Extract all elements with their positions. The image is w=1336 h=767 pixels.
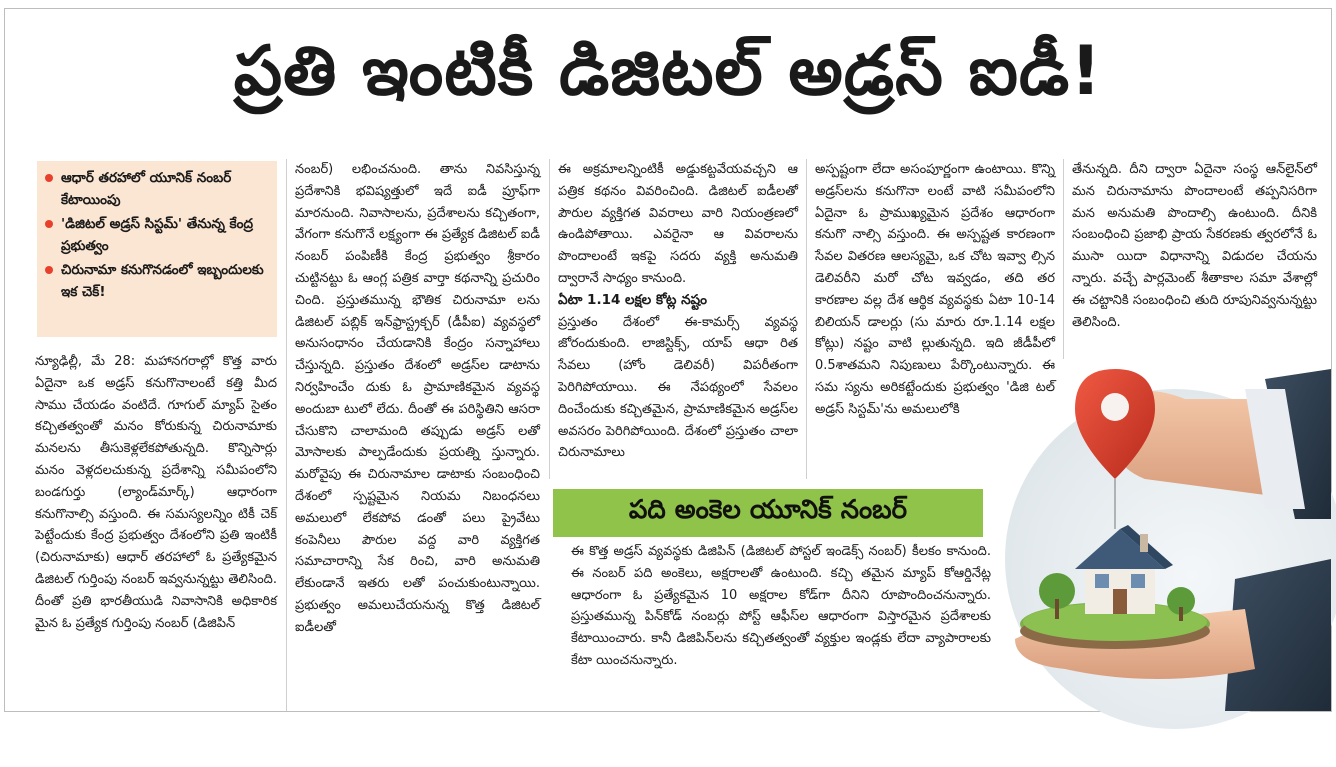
- column-divider: [286, 159, 287, 711]
- section-subheading: ఏటా 1.14 లక్షల కోట్ల నష్టం: [558, 291, 708, 308]
- column-divider: [1063, 159, 1064, 359]
- article-column-5: [1072, 159, 1317, 359]
- box-text: ఈ కొత్త అడ్రస్ వ్యవస్థకు డిజిపిన్ (డిజిటల్ పోస్టల్ ఇండెక్స్ నంబర్) కీలకం కానుంది. ఈ నంబర్ పది అంకెలు, అక్షరాలతో ఉంటుంది. కచ్చి తమైన మ్యాప్ కోఆర్డినేట్ల ఆధారంగా ఓ ప్రత్యేకమైన 10 అక్షరాల కోడ్‌గా దీనిని రూపొందించనున్నారు. ప్రస్తుతమున్న పిన్‌కోడ్ నంబర్లు పోస్ట్ ఆఫీస్‌ల ఆధారంగా విస్తారమైన ప్రదేశాలకు కేటాయించారు. కానీ డిజిపిన్‌లను కచ్చితత్వంతో వ్యక్తుల ఇండ్లకు లేదా వ్యాపారాలకు కేటా యించనున్నారు.: [571, 544, 991, 668]
- article-column-1: [35, 351, 277, 711]
- highlight-text: చిరునామా కనుగొనడంలో ఇబ్బందులకు ఇక చెక్!: [61, 262, 264, 300]
- headline: ప్రతి ఇంటికీ డిజిటల్ అడ్రస్ ఐడీ!: [233, 31, 1103, 111]
- article-column-2: [295, 159, 540, 707]
- bullet-icon: [45, 174, 53, 182]
- article-column-3: [558, 159, 798, 461]
- article-paragraph: అస్పష్టంగా లేదా అసంపూర్ణంగా ఉంటాయి. కొన్ని అడ్రస్‌లను కనుగొనా లంటే వాటి సమీపంలోని ఏదైనా ఓ ప్రాముఖ్యమైన ప్రదేశం ఆధారంగా కనుగొ నాల్సి వస్తుంది. ఈ అస్పష్టత కారణంగా సేవల వితరణ ఆలస్యమై, ఒక చోట ఇవ్వా ల్సిన డెలివరీని మరో చోట ఇవ్వడం, తది తర కారణాల వల్ల దేశ ఆర్థిక వ్యవస్థకు ఏటా 10-14 బిలియన్ డాలర్లు (సు మారు రూ.1.14 లక్షల కోట్లు) నష్టం వాటి ల్లుతున్నది. ఇది జీడీపీలో 0.5శాతమని నిపుణులు పేర్కొంటున్నారు. ఈ సమ స్యను అరికట్టేందుకు ప్రభుత్వం 'డిజి టల్ అడ్రస్ సిస్టమ్'ను అమలులోకి: [815, 162, 1055, 417]
- house-in-hand-icon: [995, 369, 1331, 711]
- house-in-hand-illustration: [995, 369, 1331, 711]
- column-divider: [549, 159, 550, 479]
- article-paragraph: నంబర్) లభించనుంది. తాను నివసిస్తున్న ప్రదేశానికి భవిష్యత్తులో ఇదే ఐడీ ప్రూఫ్‌గా మారనుంది. నివాసాలను, ప్రదేశాలను కచ్చితంగా, వేగంగా కనుగొనే లక్ష్యంగా ఈ ప్రత్యేక డిజిటల్ ఐడీ నంబర్ పంపిణీకి కేంద్ర ప్రభుత్వం శ్రీకారం చుట్టినట్టు ఓ ఆంగ్ల పత్రిక వార్తా కథనాన్ని ప్రచురిం చింది. ప్రస్తుతమున్న భౌతిక చిరునామా లను డిజిటల్ పబ్లిక్ ఇన్‌ఫ్రాస్ట్రక్చర్ (డీపీఐ) వ్యవస్థలో అనుసంధానం చేయడానికి కేంద్రం సన్నాహాలు చేస్తున్నది. ప్రస్తుతం దేశంలో అడ్రస్‌ల డాటాను నిర్వహించేం దుకు ఓ ప్రామాణికమైన వ్యవస్థ అందుబా టులో లేదు. దీంతో ఈ పరిస్థితిని ఆసరా చేసుకొని చాలామంది తప్పుడు అడ్రస్ లతో మోసాలకు పాల్పడేందుకు ప్రయత్ని స్తున్నారు. మరోవైపు ఈ చిరునామాల డాటాకు సంబంధించి దేశంలో స్పష్టమైన నియమ నిబంధనలు అమలులో లేకపోవ డంతో పలు ప్రైవేటు కంపెనీలు పౌరుల వద్ద వారి వ్యక్తిగత సమాచారాన్ని సేక రించి, వారి అనుమతి లేకుండానే ఇతరు లతో పంచుకుంటున్నాయి. ప్రభుత్వం అమలుచేయనున్న కొత్త డిజిటల్ ఐడీలతో: [295, 162, 540, 635]
- article-paragraph: ప్రస్తుతం దేశంలో ఈ-కామర్స్ వ్యవస్థ జోరందుకుంది. లాజిస్టిక్స్, యాప్ ఆధా రిత సేవలు (హోం డెలివరీ) విపరీతంగా పెరిగిపోయాయి. ఈ నేపథ్యంలో సేవలం దించేందుకు కచ్చితమైన, ప్రామాణికమైన అడ్రస్‌ల అవసరం పెరిగిపోయింది. దేశంలో ప్రస్తుతం చాలా చిరునామాలు: [558, 314, 798, 461]
- article-paragraph: తేనున్నది. దీని ద్వారా ఏదైనా సంస్థ ఆన్‌లైన్‌లో మన చిరునామాను పొందాలంటే తప్పనిసరిగా మన అనుమతి పొందాల్సి ఉంటుంది. దీనికి సంబంధించి ప్రజాభి ప్రాయ సేకరణకు త్వరలోనే ఓ ముసా యిదా విధానాన్ని విడుదల చేయను న్నారు. వచ్చే పార్లమెంట్ శీతాకాల సమా వేశాల్లో ఈ చట్టానికి సంబంధించి తుది రూపునివ్వనున్నట్టు తెలిసింది.: [1072, 162, 1317, 330]
- highlights-box: [37, 161, 277, 337]
- column-divider: [806, 159, 807, 479]
- highlight-item: [45, 259, 271, 303]
- highlight-item: [45, 213, 271, 257]
- bullet-icon: [45, 220, 53, 228]
- newspaper-clipping: [4, 8, 1332, 712]
- article-paragraph: న్యూఢిల్లీ, మే 28: మహానగరాల్లో కొత్త వారు ఏదైనా ఒక అడ్రస్ కనుగొనాలంటే కత్తి మీద సాము చేయడం వంటిదే. గూగుల్ మ్యాప్ సైతం కచ్చితత్వంతో మనం కోరుకున్న చిరునామాకు మనలను తీసుకెళ్లలేకపోతున్నది. కొన్నిసార్లు మనం వెళ్లదలచుకున్న ప్రదేశాన్ని సమీపంలోని బండగుర్తు (ల్యాండ్‌మార్క్) ఆధారంగా కనుగొనాల్సి వస్తుంది. ఈ సమస్యలన్నిం టికీ చెక్ పెట్టేందుకు కేంద్ర ప్రభుత్వం దేశంలోని ప్రతి ఇంటికీ (చిరునామాకు) ఆధార్ తరహాలో ఓ ప్రత్యేకమైన డిజిటల్ గుర్తింపు నంబర్ ఇవ్వనున్నట్టు తెలిసింది. దీంతో ప్రతి భారతీయుడి నివాసానికి అధికారిక మైన ఓ ప్రత్యేక గుర్తింపు నంబర్ (డిజిపిన్: [35, 354, 277, 631]
- highlight-text: ఆధార్ తరహాలో యూనిక్ నంబర్ కేటాయింపు: [61, 170, 232, 208]
- highlight-item: [45, 167, 271, 211]
- box-title: పది అంకెల యూనిక్ నంబర్: [553, 489, 983, 537]
- highlight-text: 'డిజిటల్ అడ్రస్ సిస్టమ్' తేనున్న కేంద్ర ప్రభుత్వం: [61, 216, 253, 254]
- bullet-icon: [45, 266, 53, 274]
- article-paragraph: ఈ అక్రమాలన్నింటికీ అడ్డుకట్టవేయవచ్చని ఆ పత్రిక కథనం వివరించింది. డిజిటల్ ఐడీలతో పౌరుల వ్యక్తిగత వివరాలు వారి నియంత్రణలో ఉండిపోతాయి. ఎవరైనా ఆ వివరాలను పొందాలంటే ఇకపై సదరు వ్యక్తి అనుమతి ద్వారానే సాధ్యం కానుంది.: [558, 162, 798, 286]
